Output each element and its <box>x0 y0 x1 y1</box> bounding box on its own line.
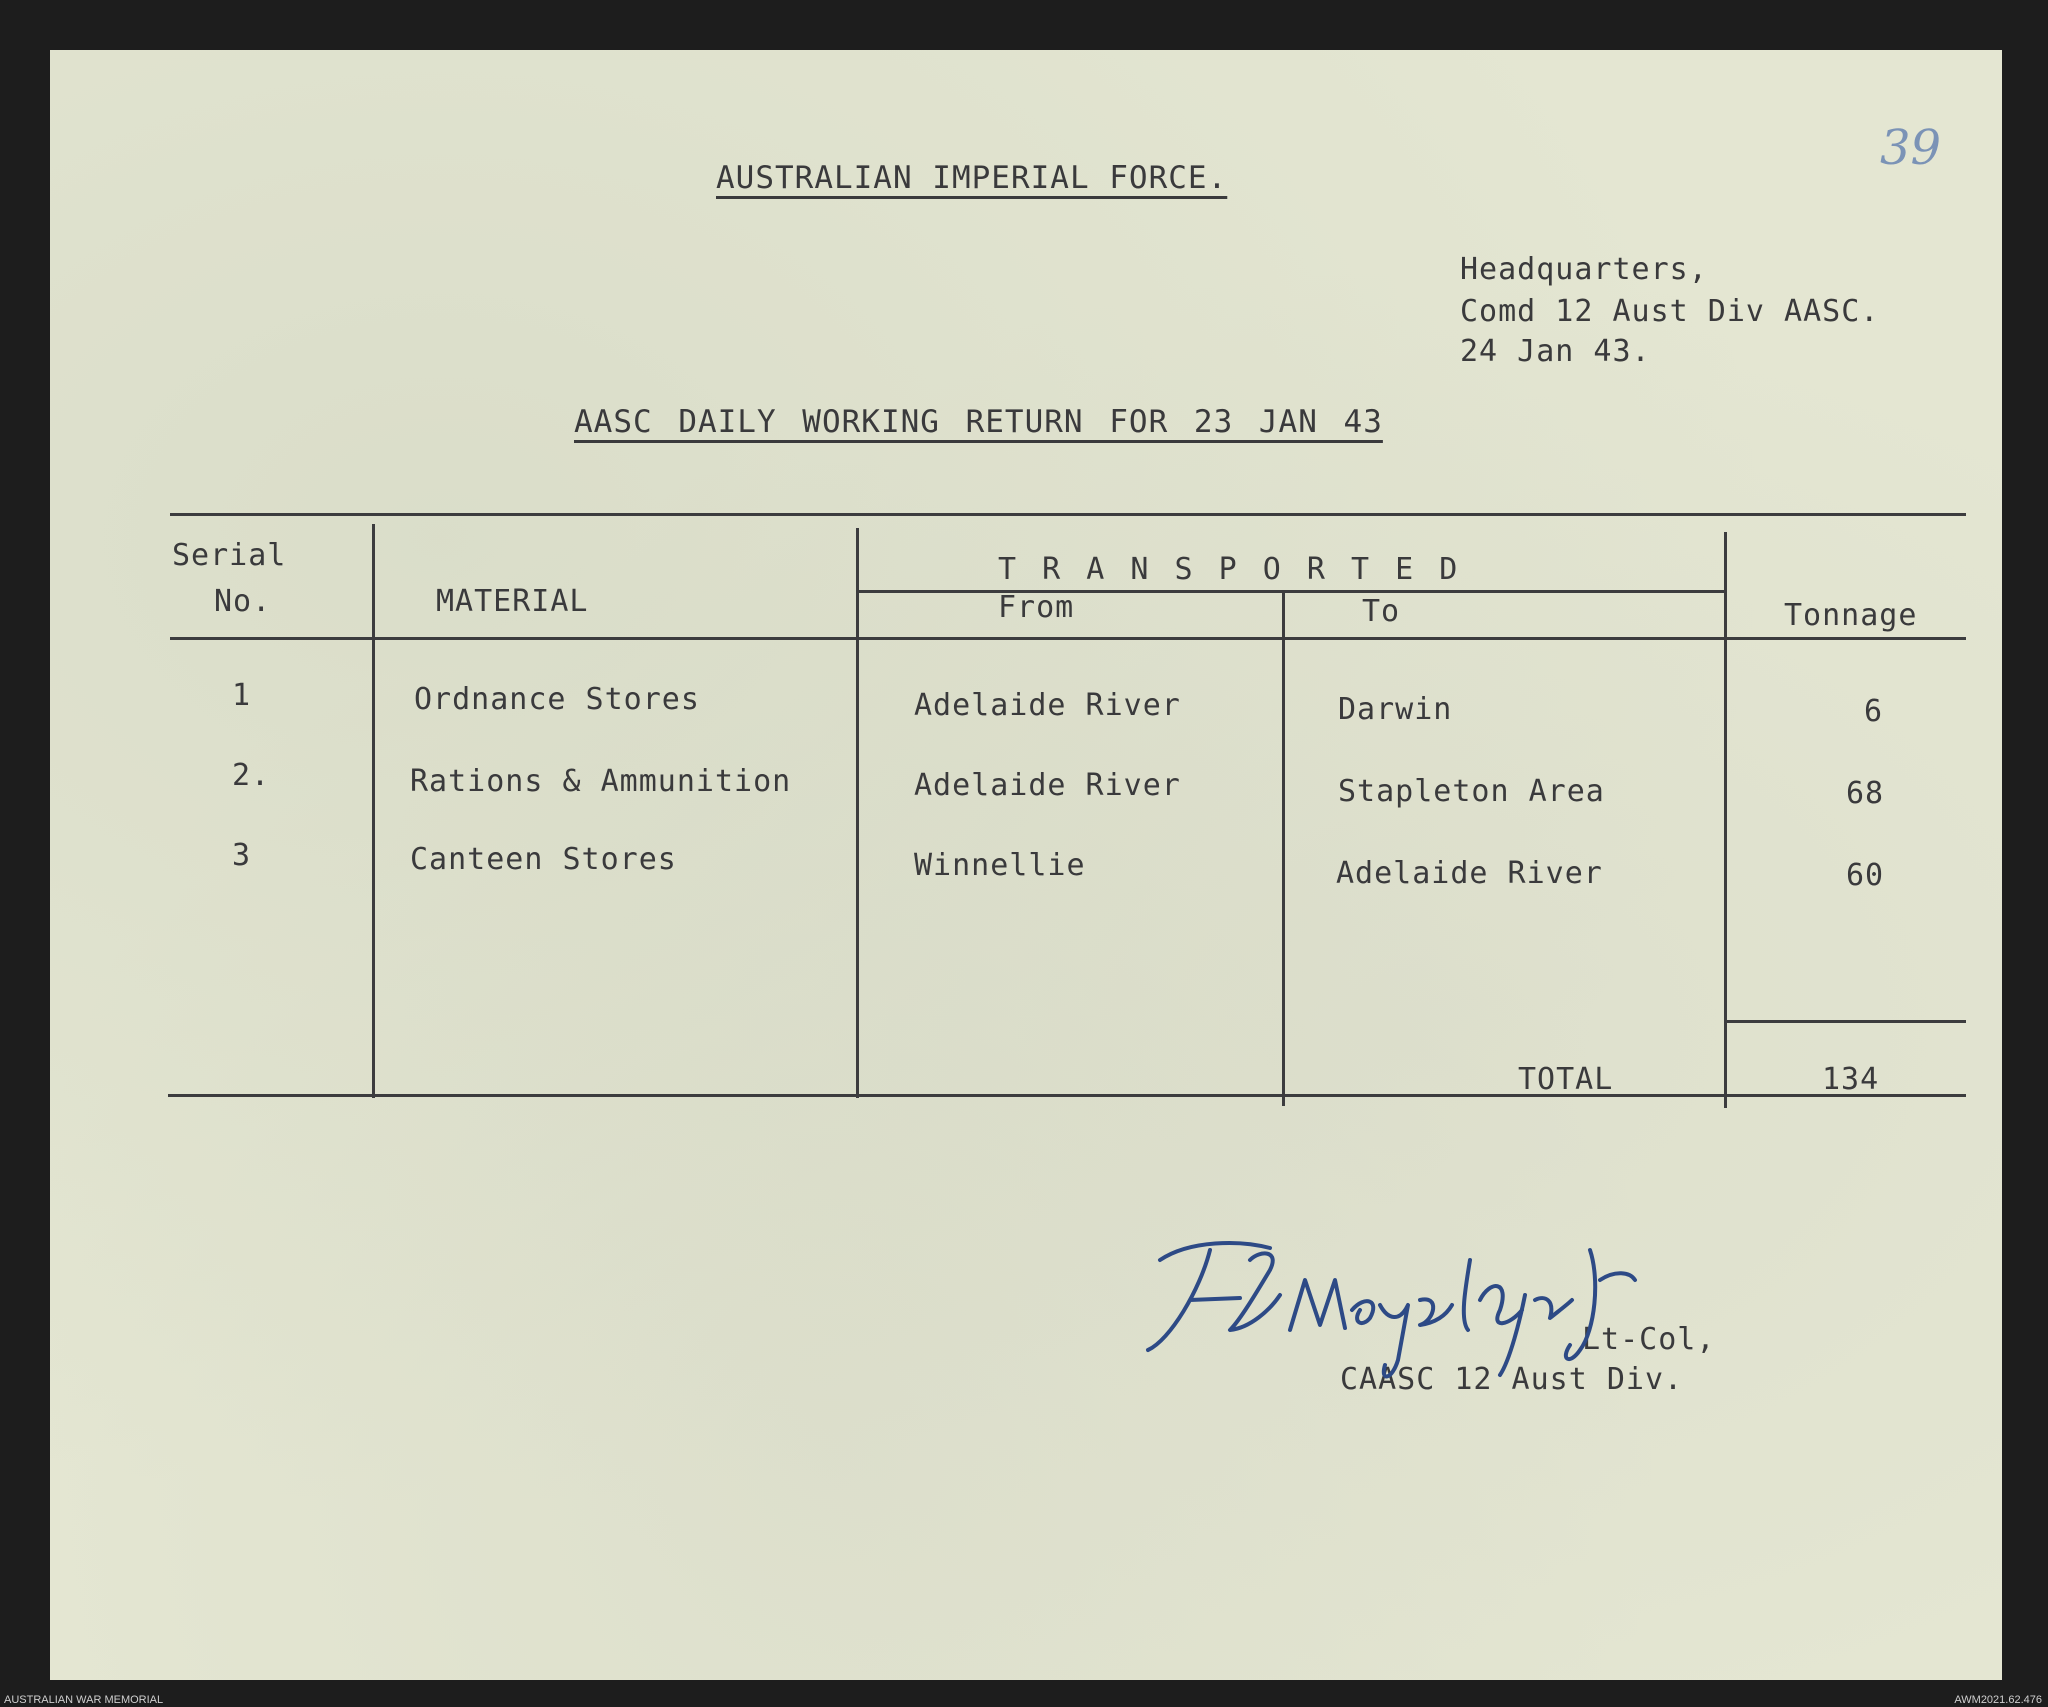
header-tonnage: Tonnage <box>1784 598 1918 633</box>
header-to: To <box>1362 594 1401 629</box>
row1-to: Darwin <box>1338 692 1453 727</box>
column-rule-2 <box>856 528 859 1098</box>
row3-tonnage: 60 <box>1846 858 1885 893</box>
header-serial-line1: Serial <box>172 538 287 573</box>
row1-serial: 1 <box>232 678 252 713</box>
folio-number: 39 <box>1880 120 1942 176</box>
total-value: 134 <box>1822 1062 1880 1097</box>
header-material: MATERIAL <box>436 584 589 619</box>
origin-line-1: Headquarters, <box>1460 252 1708 287</box>
row1-tonnage: 6 <box>1864 694 1884 729</box>
column-rule-3 <box>1282 592 1285 1106</box>
signature-rank: Lt-Col, <box>1582 1322 1716 1357</box>
row2-tonnage: 68 <box>1846 776 1885 811</box>
signature-unit: CAASC 12 Aust Div. <box>1340 1362 1684 1397</box>
row2-material: Rations & Ammunition <box>410 764 792 799</box>
row2-from: Adelaide River <box>914 768 1181 803</box>
row1-material: Ordnance Stores <box>414 682 700 717</box>
row3-from: Winnellie <box>914 848 1086 883</box>
footer-left: AUSTRALIAN WAR MEMORIAL <box>4 1694 164 1706</box>
row3-to: Adelaide River <box>1336 856 1603 891</box>
total-label: TOTAL <box>1518 1062 1614 1097</box>
transported-rule <box>858 590 1726 593</box>
origin-line-2: Comd 12 Aust Div AASC. <box>1460 294 1880 329</box>
origin-line-3: 24 Jan 43. <box>1460 334 1651 369</box>
total-top-rule <box>1724 1020 1966 1023</box>
footer-right: AWM2021.62.476 <box>1954 1694 2042 1706</box>
document-title: AASC DAILY WORKING RETURN FOR 23 JAN 43 <box>574 404 1383 440</box>
row3-material: Canteen Stores <box>410 842 677 877</box>
column-rule-1 <box>372 524 375 1098</box>
handwritten-signature <box>1130 1200 1650 1400</box>
header-transported: T R A N S P O R T E D <box>998 552 1462 587</box>
row2-to: Stapleton Area <box>1338 774 1605 809</box>
row2-serial: 2. <box>232 758 271 793</box>
header-serial-line2: No. <box>214 584 272 619</box>
table-top-rule <box>170 513 1966 516</box>
row1-from: Adelaide River <box>914 688 1181 723</box>
column-rule-4 <box>1724 532 1727 1108</box>
header-from: From <box>998 590 1075 625</box>
table-bottom-rule <box>168 1094 1966 1097</box>
document-heading: AUSTRALIAN IMPERIAL FORCE. <box>716 160 1228 196</box>
row3-serial: 3 <box>232 838 252 873</box>
header-bottom-rule <box>170 637 1966 640</box>
